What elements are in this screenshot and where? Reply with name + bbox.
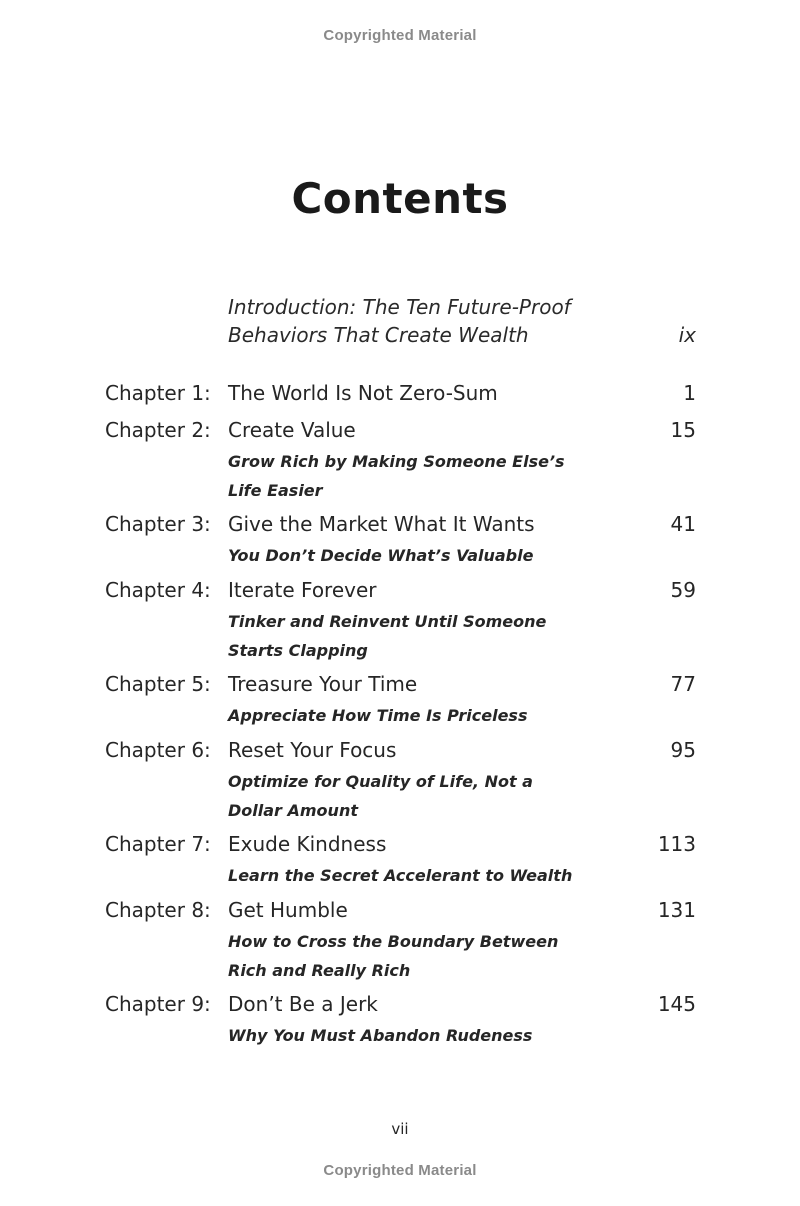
chapter-number: Chapter 4: — [105, 578, 211, 602]
chapter-page-number: 131 — [657, 898, 696, 922]
chapter-subtitle-line: Starts Clapping — [228, 641, 368, 660]
chapter-page-number: 145 — [657, 992, 696, 1016]
chapter-subtitle-line: Appreciate How Time Is Priceless — [228, 706, 528, 725]
chapter-subtitle — [228, 541, 568, 570]
chapter-subtitle-line: You Don’t Decide What’s Valuable — [228, 546, 534, 565]
chapter-title: Get Humble — [228, 898, 348, 922]
chapter-subtitle — [228, 927, 568, 985]
chapter-subtitle-line: Tinker and Reinvent Until Someone — [228, 612, 547, 631]
chapter-page-number: 95 — [670, 738, 696, 762]
page-folio: vii — [391, 1120, 409, 1138]
chapter-title: Reset Your Focus — [228, 738, 397, 762]
chapter-number: Chapter 8: — [105, 898, 211, 922]
chapter-page-number: 77 — [670, 672, 696, 696]
chapter-number: Chapter 7: — [105, 832, 211, 856]
chapter-subtitle — [228, 1021, 568, 1050]
chapter-title: Create Value — [228, 418, 356, 442]
toc-entry-introduction — [228, 293, 696, 349]
chapter-subtitle-line: How to Cross the Boundary Between — [228, 932, 559, 951]
chapter-title: Give the Market What It Wants — [228, 512, 535, 536]
chapter-page-number: 113 — [657, 832, 696, 856]
chapter-page-number: 15 — [670, 418, 696, 442]
chapter-subtitle-line: Why You Must Abandon Rudeness — [228, 1026, 533, 1045]
chapter-subtitle — [228, 607, 568, 665]
introduction-title-line-2: Behaviors That Create Wealth — [228, 323, 529, 347]
chapter-subtitle-line: Learn the Secret Accelerant to Wealth — [228, 866, 573, 885]
chapter-subtitle-line: Dollar Amount — [228, 801, 358, 820]
chapter-number: Chapter 9: — [105, 992, 211, 1016]
chapter-number: Chapter 5: — [105, 672, 211, 696]
chapter-subtitle — [228, 701, 568, 730]
chapter-subtitle-line: Life Easier — [228, 481, 323, 500]
chapter-subtitle-line: Optimize for Quality of Life, Not a — [228, 772, 533, 791]
chapter-title: Don’t Be a Jerk — [228, 992, 378, 1016]
chapter-subtitle — [228, 447, 568, 505]
chapter-number: Chapter 2: — [105, 418, 211, 442]
chapter-title: Treasure Your Time — [228, 672, 418, 696]
copyright-watermark-top: Copyrighted Material — [323, 27, 477, 44]
chapter-subtitle-line: Rich and Really Rich — [228, 961, 411, 980]
introduction-page-number: ix — [678, 323, 696, 347]
chapter-title: The World Is Not Zero-Sum — [228, 381, 498, 405]
copyright-watermark-bottom: Copyrighted Material — [323, 1162, 477, 1179]
chapter-title: Iterate Forever — [228, 578, 377, 602]
chapter-title: Exude Kindness — [228, 832, 387, 856]
chapter-subtitle — [228, 861, 588, 890]
chapter-subtitle — [228, 767, 568, 825]
chapter-page-number: 1 — [683, 381, 696, 405]
chapter-page-number: 59 — [670, 578, 696, 602]
chapter-number: Chapter 3: — [105, 512, 211, 536]
chapter-page-number: 41 — [670, 512, 696, 536]
chapter-subtitle-line: Grow Rich by Making Someone Else’s — [228, 452, 565, 471]
chapter-number: Chapter 1: — [105, 381, 211, 405]
page-title: Contents — [291, 174, 509, 223]
introduction-title-line-1: Introduction: The Ten Future-Proof — [228, 295, 571, 319]
chapter-number: Chapter 6: — [105, 738, 211, 762]
